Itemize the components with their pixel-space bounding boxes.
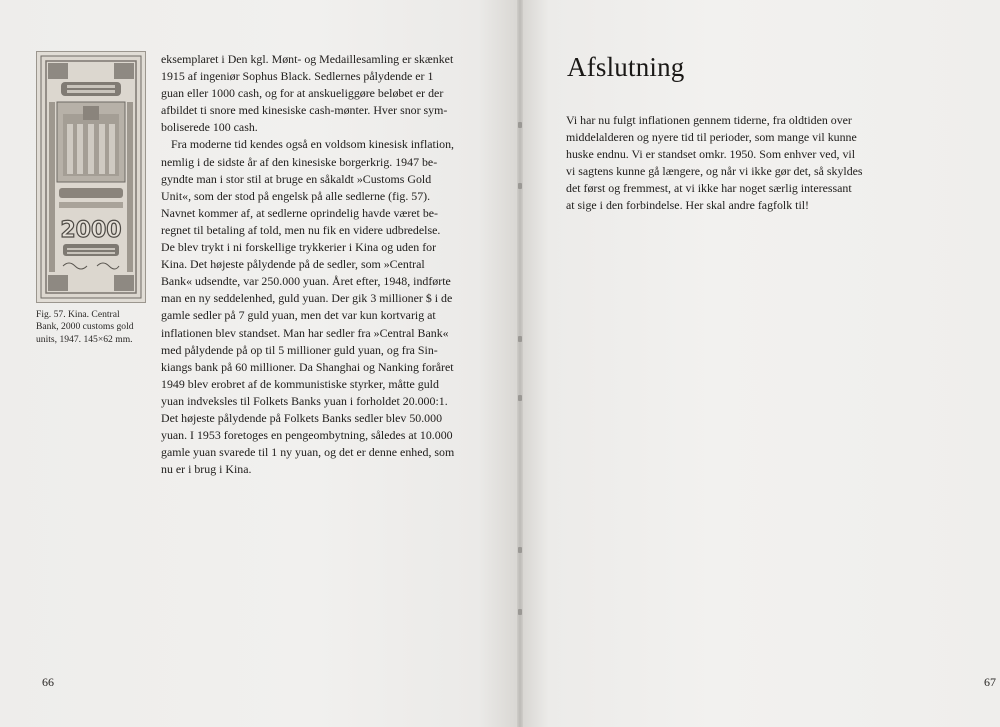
text-line: nemlig i de sidste år af den kinesiske borgerkrig. 1947 be- xyxy=(161,154,438,169)
text-line: man en ny seddelenhed, guld yuan. Der gik 3 millioner $ i de xyxy=(161,291,453,306)
book-gutter xyxy=(517,0,523,727)
text-line: det først og fremmest, at vi ikke har noget særlig interessant xyxy=(566,181,852,195)
left-body-text xyxy=(161,51,481,478)
text-line: yuan. I 1953 foretoges en pengeombytning, således at 10.000 xyxy=(161,428,453,443)
text-line: at sige i den forbindelse. Her skal andre fagfolk til! xyxy=(566,198,810,212)
chapter-heading: Afslutning xyxy=(567,52,685,82)
binding-stitch xyxy=(518,183,522,189)
text-line: gamle sedler på 7 guld yuan, men det var kun kortvarig at xyxy=(161,308,436,323)
caption-line: units, 1947. 145×62 mm. xyxy=(36,333,133,345)
text-line: kiangs bank på 60 millioner. Da Shanghai og Nanking foråret xyxy=(161,359,454,374)
text-line: boliserede 100 cash. xyxy=(161,120,258,135)
text-line: nu er i brug i Kina. xyxy=(161,462,252,477)
binding-stitch xyxy=(518,547,522,553)
text-line: eksemplaret i Den kgl. Mønt- og Medaillesamling er skænket xyxy=(161,52,454,66)
text-line: 1949 blev erobret af de kommunistiske styrker, måtte guld xyxy=(161,376,439,391)
text-line: yuan indveksles til Folkets Banks yuan i forholdet 20.000:1. xyxy=(161,393,448,408)
text-line: guan eller 1000 cash, og for at anskueliggøre beløbet er der xyxy=(161,86,444,101)
text-line: Vi har nu fulgt inflationen gennem tiderne, fra oldtiden over xyxy=(566,113,852,127)
text-line: afbildet ti snore med kinesiske cash-mønter. Hver snor sym- xyxy=(161,103,448,118)
text-line: gamle yuan svarede til 1 ny yuan, og det er denne enhed, som xyxy=(161,445,455,460)
banknote-denomination: 2000 xyxy=(60,218,122,243)
right-body-text xyxy=(566,112,896,214)
banknote-illustration xyxy=(37,52,145,302)
binding-stitch xyxy=(518,336,522,342)
page-number-right: 67 xyxy=(984,675,996,689)
right-page xyxy=(520,0,1000,727)
text-line: huske endnu. Vi er standset omkr. 1950. Som enhver ved, vil xyxy=(566,147,856,161)
figure-caption xyxy=(36,309,156,346)
text-line: Kina. Det højeste pålydende på de sedler, som »Central xyxy=(161,257,425,272)
text-line: Det højeste pålydende på Folkets Banks sedler blev 50.000 xyxy=(161,410,443,425)
page-number-left: 66 xyxy=(42,675,54,689)
text-line: gyndte man i stor stil at bruge en såkaldt »Customs Gold xyxy=(161,171,432,186)
binding-stitch xyxy=(518,395,522,401)
text-line: inflationen blev standset. Man har sedler fra »Central Bank« xyxy=(161,325,449,340)
text-line: Navnet kommer af, at sedlerne oprindelig havde været be- xyxy=(161,205,439,220)
text-line: Bank« udsendte, var 250.000 yuan. Året efter, 1948, indførte xyxy=(161,274,451,289)
caption-line: Fig. 57. Kina. Central xyxy=(36,309,120,320)
text-line: vi sagtens kunne gå længere, og når vi ikke gør det, så skyldes xyxy=(566,164,863,178)
text-line: regnet til betaling af told, men nu fik en videre udbredelse. xyxy=(161,222,441,237)
banknote-figure xyxy=(36,51,146,303)
text-line: 1915 af ingeniør Sophus Black. Sedlernes pålydende er 1 xyxy=(161,69,434,84)
text-line: Fra moderne tid kendes også en voldsom kinesisk inflation, xyxy=(171,137,455,152)
text-line: Unit«, som der stod på engelsk på alle sedlerne (fig. 57). xyxy=(161,188,431,203)
text-line: middelalderen og nyere tid til perioder, som mange vil kunne xyxy=(566,130,857,144)
binding-stitch xyxy=(518,609,522,615)
caption-line: Bank, 2000 customs gold xyxy=(36,321,134,333)
text-line: De blev trykt i ni forskellige trykkerier i Kina og uden for xyxy=(161,240,437,255)
text-line: med pålydende på op til 5 millioner guld yuan, og fra Sin- xyxy=(161,342,438,357)
binding-stitch xyxy=(518,122,522,128)
